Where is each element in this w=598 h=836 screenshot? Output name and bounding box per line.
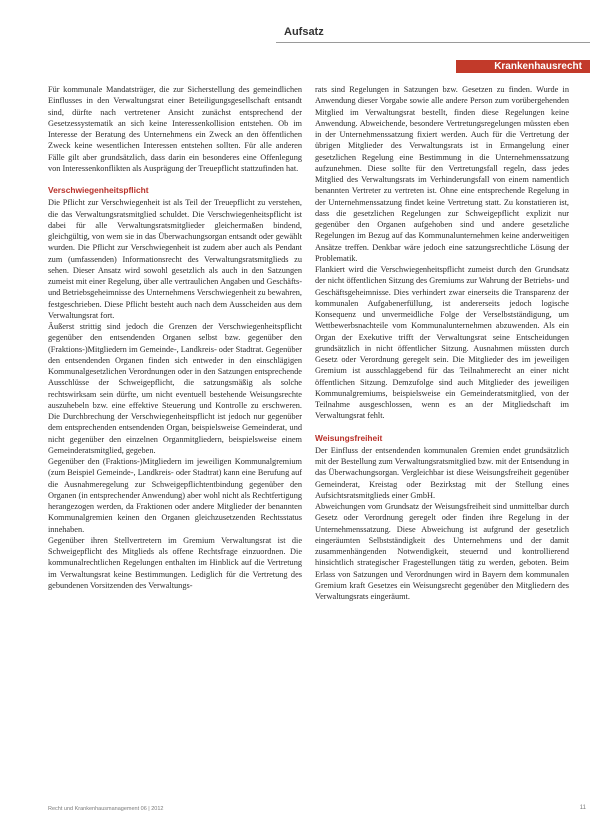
right-column <box>315 84 569 602</box>
intro-paragraph: Für kommunale Mandatsträger, die zur Sicherstellung des gemeindlichen Einflusses in den Verwaltungsrat einer Beteiligungsgesellschaft entsandt sind, dürfte nach vertretener Ansicht zunächst entsprechend der Gesetzessystematik an sich keine Interessenkollision entstehen. Ob im Interesse der Beratung des Unternehmens ein Zweck an den öffentlichen Zweck keine wesentlichen Interessen entstehen sollten. Für alle anderen Fälle gilt aber grundsätzlich, dass darin ein besonderes eine Offenlegung von Interessenkonflikten als Ausprägung der Treuepflicht stattzufinden hat. <box>48 85 302 173</box>
category-bar <box>456 60 590 73</box>
heading-verschwiegenheitspflicht: Verschwiegenheitspflicht <box>48 185 149 195</box>
page-number: 11 <box>579 805 586 811</box>
paragraph: Flankiert wird die Verschwiegenheitspflicht zumeist durch den Grundsatz der nicht öffentlichen Sitzung des Gremiums zur Wahrung der Betriebs- und Geschäftsgeheimnisse. Dies verhindert zwar einerseits die Transparenz der kommunalen Aufgabenerfüllung, ist andererseits jedoch logische Konsequenz und unvermeidliche Folge der Verselbstständigung, um Wettbewerbsnachteile vom Kommunalunternehmen abzuwenden. Als ein Organ der Exekutive trifft der Verwaltungsrat seine Entscheidungen grundsätzlich in nicht öffentlicher Sitzung. Ausnahmen müssten durch Gesetz oder Verordnung geregelt sein. Die Mitglieder des im jeweiligen Gremium ist ausschlaggebend für das Teilnahmerecht an einer nicht öffentlichen Sitzung. Demzufolge sind auch Mitglieder des jeweiligen Kommunalgremiums, beispielsweise ein Gemeinderatsmitglied, von der Teilnahme ausgeschlossen, wenn es an der Mitgliedschaft im Verwaltungsrat fehlt. <box>315 265 569 421</box>
section-label: Aufsatz <box>284 26 324 38</box>
paragraph: Die Pflicht zur Verschwiegenheit ist als Teil der Treuepflicht zu verstehen, die das Verwaltungsratsmitglied schuldet. Die Verschwiegenheitspflicht ist dabei für alle Verwaltungsratsmitglieder gleichermaßen bindend, gleichgültig, von wem sie in das Überwachungsorgan entsandt oder gewählt wurden. Die Pflicht zur Verschwiegenheit ist zudem aber auch als Pendant zum (umfassenden) Informationsrecht des Verwaltungsratsmitglieds zu sehen. Dieser Ansatz wird sowohl gesetzlich als auch in den Satzungen zumeist mit einer Regelung, über alle vertraulichen Angaben und Geschäfts- und Betriebsgeheimnisse des Unternehmens Verschwiegenheit zu bewahren, festgeschrieben. Diese Pflicht besteht auch nach dem Ausscheiden aus dem Verwaltungsrat fort. <box>48 198 302 320</box>
header-rule <box>276 42 590 43</box>
paragraph: Gegenüber ihren Stellvertretern im Gremium Verwaltungsrat ist die Schweigepflicht des Mitglieds als offene Rechtsfrage einzuordnen. Die kommunalrechtlichen Regelungen enthalten im Hinblick auf die Vertretung im Verwaltungsrat keine Bestimmungen. Lediglich für die Vertretung des gebundenen Vorsitzenden des Verwaltungs- <box>48 535 302 590</box>
running-header <box>276 22 590 72</box>
paragraph: Gegenüber den (Fraktions-)Mitgliedern im jeweiligen Kommunalgremium (zum Beispiel Gemeinde-, Landkreis- oder Stadtrat) kann eine Berufung auf die Ausnahmeregelung zur Schweigepflichtentbindung gegenüber den Organen (in entsprechender Anwendung) aber wohl nicht als Rechtfertigung herangezogen werden, da Fraktionen oder andere Mitglieder der benannten Kommunalgremien keinen den Organen gleichzusetzenden Rechtsstatus innehaben. <box>48 457 302 534</box>
heading-weisungsfreiheit: Weisungsfreiheit <box>315 432 383 443</box>
left-column <box>48 84 302 591</box>
category-label: Krankenhausrecht <box>494 61 582 72</box>
paragraph: Der Einfluss der entsendenden kommunalen Gremien endet grundsätzlich mit der Bestellung zum Verwaltungsratsmitglied bzw. mit der Entsendung in das Überwachungsorgan. Vergleichbar ist diese Weisungsfreiheit gegenüber Gemeinderat, Kreistag oder Bezirkstag mit der Stellung eines Aufsichtsratsmitglieds einer GmbH. <box>315 445 569 500</box>
paragraph: Abweichungen vom Grundsatz der Weisungsfreiheit sind unmittelbar durch Gesetz oder Verordnung geregelt oder finden ihre Regelung in der Unternehmenssatzung. Diese Abweichung ist aufgrund der gesetzlich eingeräumten Selbstständigkeit des Unternehmens und der damit zusammenhängenden Notwendigkeit, steuernd und kontrollierend hinsichtlich strategischer Fragestellungen tätig zu werden, geboten. Beim Erlass von Satzungen und Verordnungen wird in Bayern dem kommunalen Gremium kraft Gesetzes ein Weisungsrecht gegenüber den Mitgliedern des Verwaltungsrats eingeräumt. <box>315 502 569 601</box>
paragraph: Äußerst strittig sind jedoch die Grenzen der Verschwiegenheitspflicht gegenüber den entsendenden Organen selbst bzw. gegenüber den (Fraktions-)Mitgliedern im Gemeinde-, Landkreis- oder Stadtrat. Gegenüber den entsendenden Organen finden sich entweder in den einschlägigen Kommunalgesetzlichen Verordnungen oder in den Satzungen entsprechende Ausschlüsse der Schweigepflicht, die satzungsmäßig als solche rechtswirksam sein dürfte, um nicht eventuell bestehende Weisungsrechte auszuhebeln bzw. eine effektive Steuerung und Kontrolle zu erschweren. Die Durchbrechung der Verschwiegenheitspflicht ist jedoch nur gegenüber dem entsprechenden entsendenden Organ, beispielsweise Gemeinderat, und nicht gegenüber den einzelnen Organmitgliedern, beispielsweise einem Gemeinderatsmitglied, gegeben. <box>48 322 302 455</box>
paragraph: rats sind Regelungen in Satzungen bzw. Gesetzen zu finden. Wurde in Anwendung dieser Vorgabe sowie alle andere Person zum vorübergehenden Mitglied im Verwaltungsrat bestellt, finden diese Regelungen keine Anwendung. Abweichende, besondere Vertretungsregelungen müssten eben in der Unternehmenssatzung fixiert werden. Auch für die Vertretung der übrigen Mitglieder des Verwaltungsrats ist in Ermangelung einer gesetzlichen Regelung eine Bestimmung in die Unternehmenssatzung aufzunehmen. Diese sollte für den Vertretungsfall regeln, dass jedes Mitglied des Verwaltungsrats im Verhinderungsfall von einem namentlich benannten Vertreter zu vertreten ist. Ohne eine entsprechende Regelung in der Unternehmenssatzung findet keine Vertretung statt. Zu konstatieren ist, dass die gesetzlichen Regelungen zur Schweigepflicht explizit nur gegenüber den Organen aufgehoben sind und andere gesetzliche Regelungen im Bezug auf das Kommunalunternehmen keine anderweitigen Ansätze treffen. Denkbar wäre jedoch eine satzungsrechtliche Lösung der Problematik. <box>315 85 569 263</box>
footer-source: Recht und Krankenhausmanagement 06 | 2012 <box>48 806 164 812</box>
